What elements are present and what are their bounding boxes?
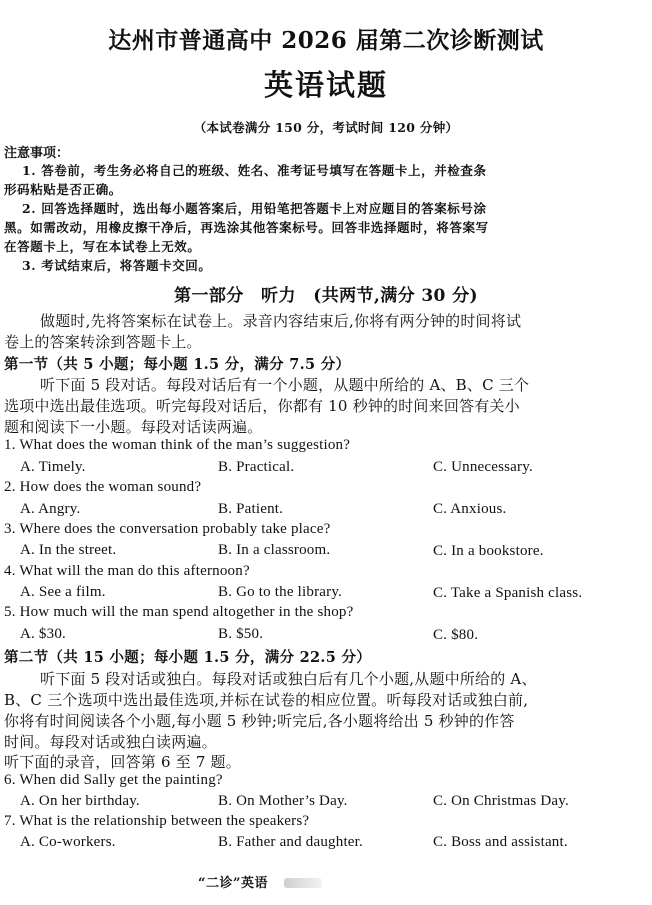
question-stem-4: 4. What will the man do this afternoon? bbox=[4, 563, 250, 579]
question-stem-5: 5. How much will the man spend altogether in the shop? bbox=[4, 604, 354, 620]
option-c-q6: C. On Christmas Day. bbox=[433, 793, 569, 809]
question-stem-2: 2. How does the woman sound? bbox=[4, 479, 202, 495]
notice-line: 在答题卡上，写在本试卷上无效。 bbox=[4, 239, 201, 254]
notice-line: 形码粘贴是否正确。 bbox=[4, 182, 122, 197]
option-a-q6: A. On her birthday. bbox=[20, 793, 140, 809]
section1-instruction-line: 选项中选出最佳选项。听完每段对话后，你都有 10 秒钟的时间来回答有关小 bbox=[4, 397, 520, 415]
notice-heading: 注意事项： bbox=[4, 146, 70, 161]
section2-instruction-line: 时间。每段对话或独白读两遍。 bbox=[4, 733, 217, 751]
option-b-q7: B. Father and daughter. bbox=[218, 834, 363, 850]
option-a-q3: A. In the street. bbox=[20, 542, 117, 558]
notice-line: 2. 回答选择题时，选出每小题答案后，用铅笔把答题卡上对应题目的答案标号涂 bbox=[22, 201, 487, 216]
option-b-q4: B. Go to the library. bbox=[218, 584, 343, 600]
question-stem-6: 6. When did Sally get the painting? bbox=[4, 772, 223, 788]
part1-intro-line: 卷上的答案转涂到答题卡上。 bbox=[4, 333, 202, 351]
question-stem-7: 7. What is the relationship between the speakers? bbox=[4, 813, 310, 829]
part1-title: 第一部分 听力 (共两节,满分 30 分) bbox=[174, 286, 478, 306]
footer-label: “二诊”英语 bbox=[198, 876, 268, 891]
exam-title: 达州市普通高中 2026 届第二次诊断测试 bbox=[108, 27, 544, 54]
option-c-q3: C. In a bookstore. bbox=[433, 543, 544, 559]
notice-line: 黑。如需改动，用橡皮擦干净后，再选涂其他答案标号。回答非选择题时，将答案写 bbox=[4, 220, 489, 235]
option-c-q7: C. Boss and assistant. bbox=[433, 834, 568, 850]
question-stem-1: 1. What does the woman think of the man’s suggestion? bbox=[4, 437, 351, 453]
exam-info: （本试卷满分 150 分，考试时间 120 分钟） bbox=[193, 120, 459, 135]
section1-heading: 第一节（共 5 小题；每小题 1.5 分，满分 7.5 分） bbox=[4, 356, 351, 373]
section2-sub-instruction: 听下面的录音，回答第 6 至 7 题。 bbox=[4, 753, 241, 771]
notice-line: 3. 考试结束后，将答题卡交回。 bbox=[22, 258, 212, 273]
option-b-q5: B. $50. bbox=[218, 626, 264, 642]
section2-instruction-line: 听下面 5 段对话或独白。每段对话或独白后有几个小题,从题中所给的 A、 bbox=[40, 670, 537, 688]
section2-heading: 第二节（共 15 小题；每小题 1.5 分，满分 22.5 分） bbox=[4, 649, 372, 666]
section2-instruction-line: 你将有时间阅读各个小题,每小题 5 秒钟;听完后,各小题将给出 5 秒钟的作答 bbox=[4, 712, 515, 730]
option-b-q2: B. Patient. bbox=[218, 501, 284, 517]
option-a-q4: A. See a film. bbox=[20, 584, 106, 600]
notice-line: 1. 答卷前，考生务必将自己的班级、姓名、准考证号填写在答题卡上，并检查条 bbox=[22, 163, 487, 178]
part1-intro-line: 做题时,先将答案标在试卷上。录音内容结束后,你将有两分钟的时间将试 bbox=[40, 312, 522, 330]
section2-instruction-line: B、C 三个选项中选出最佳选项,并标在试卷的相应位置。听每段对话或独白前, bbox=[4, 691, 529, 709]
option-a-q1: A. Timely. bbox=[20, 459, 86, 475]
option-a-q5: A. $30. bbox=[20, 626, 66, 642]
option-c-q1: C. Unnecessary. bbox=[433, 459, 533, 475]
option-a-q2: A. Angry. bbox=[20, 501, 81, 517]
option-c-q2: C. Anxious. bbox=[433, 501, 507, 517]
option-b-q3: B. In a classroom. bbox=[218, 542, 331, 558]
option-c-q4: C. Take a Spanish class. bbox=[433, 585, 583, 601]
option-c-q5: C. $80. bbox=[433, 627, 479, 643]
section1-instruction-line: 听下面 5 段对话。每段对话后有一个小题，从题中所给的 A、B、C 三个 bbox=[40, 376, 530, 394]
subject-title: 英语试题 bbox=[263, 68, 388, 102]
option-b-q1: B. Practical. bbox=[218, 459, 295, 475]
option-a-q7: A. Co-workers. bbox=[20, 834, 116, 850]
question-stem-3: 3. Where does the conversation probably take place? bbox=[4, 521, 331, 537]
section1-instruction-line: 题和阅读下一小题。每段对话读两遍。 bbox=[4, 418, 263, 436]
option-b-q6: B. On Mother’s Day. bbox=[218, 793, 348, 809]
footer-scan-smudge bbox=[284, 878, 322, 888]
